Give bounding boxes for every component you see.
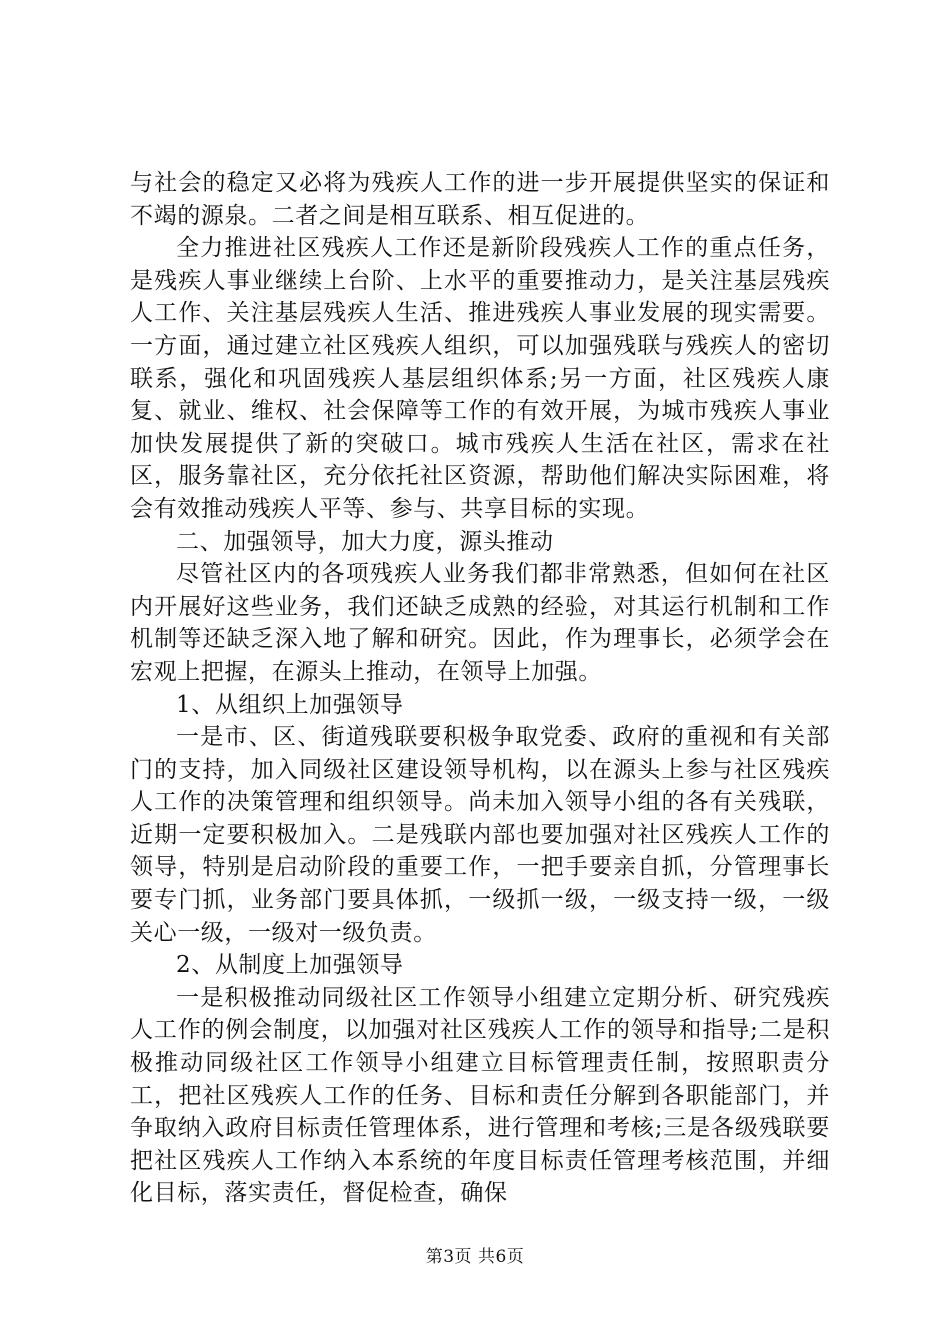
paragraph-system: 一是积极推动同级社区工作领导小组建立定期分析、研究残疾人工作的例会制度，以加强对社区残疾人工作的领导和指导;二是积极推动同级社区工作领导小组建立目标管理责任制，按照职责分工，把社区残疾人工作的任务、目标和责任分解到各职能部门，并争取纳入政府目标责任管理体系，进行管理和考核;三是各级残联要把社区残疾人工作纳入本系统的年度目标责任管理考核范围，并细化目标，落实责任，督促检查，确保 bbox=[130, 984, 830, 1207]
subheading-system: 2、从制度上加强领导 bbox=[176, 952, 404, 979]
paragraph-organization: 一是市、区、街道残联要积极争取党委、政府的重视和有关部门的支持，加入同级社区建设领导机构，以在源头上参与社区残疾人工作的决策管理和组织领导。尚未加入领导小组的各有关残联，近期一定要积极加入。二是残联内部也要加强对社区残疾人工作的领导，特别是启动阶段的重要工作，一把手要亲自抓，分管理事长要专门抓，业务部门要具体抓，一级抓一级，一级支持一级，一级关心一级，一级对一级负责。 bbox=[130, 724, 830, 946]
document-body bbox=[130, 167, 830, 1210]
page-number: 第3页 共6页 bbox=[425, 1247, 525, 1267]
paragraph-continuation: 与社会的稳定又必将为残疾人工作的进一步开展提供坚实的保证和不竭的源泉。二者之间是相互联系、相互促进的。 bbox=[130, 170, 830, 229]
section-heading-leadership: 二、加强领导，加大力度，源头推动 bbox=[176, 528, 554, 555]
paragraph-community-work: 全力推进社区残疾人工作还是新阶段残疾人工作的重点任务，是残疾人事业继续上台阶、上水平的重要推动力，是关注基层残疾人工作、关注基层残疾人生活、推进残疾人事业发展的现实需要。一方面，通过建立社区残疾人组织，可以加强残联与残疾人的密切联系，强化和巩固残疾人基层组织体系;另一方面，社区残疾人康复、就业、维权、社会保障等工作的有效开展，为城市残疾人事业加快发展提供了新的突破口。城市残疾人生活在社区，需求在社区，服务靠社区，充分依托社区资源，帮助他们解决实际困难，将会有效推动残疾人平等、参与、共享目标的实现。 bbox=[130, 235, 830, 522]
subheading-organization: 1、从组织上加强领导 bbox=[176, 691, 404, 718]
paragraph-leadership-intro: 尽管社区内的各项残疾人业务我们都非常熟悉，但如何在社区内开展好这些业务，我们还缺乏成熟的经验，对其运行机制和工作机制等还缺乏深入地了解和研究。因此，作为理事长，必须学会在宏观上把握，在源头上推动，在领导上加强。 bbox=[130, 561, 830, 685]
